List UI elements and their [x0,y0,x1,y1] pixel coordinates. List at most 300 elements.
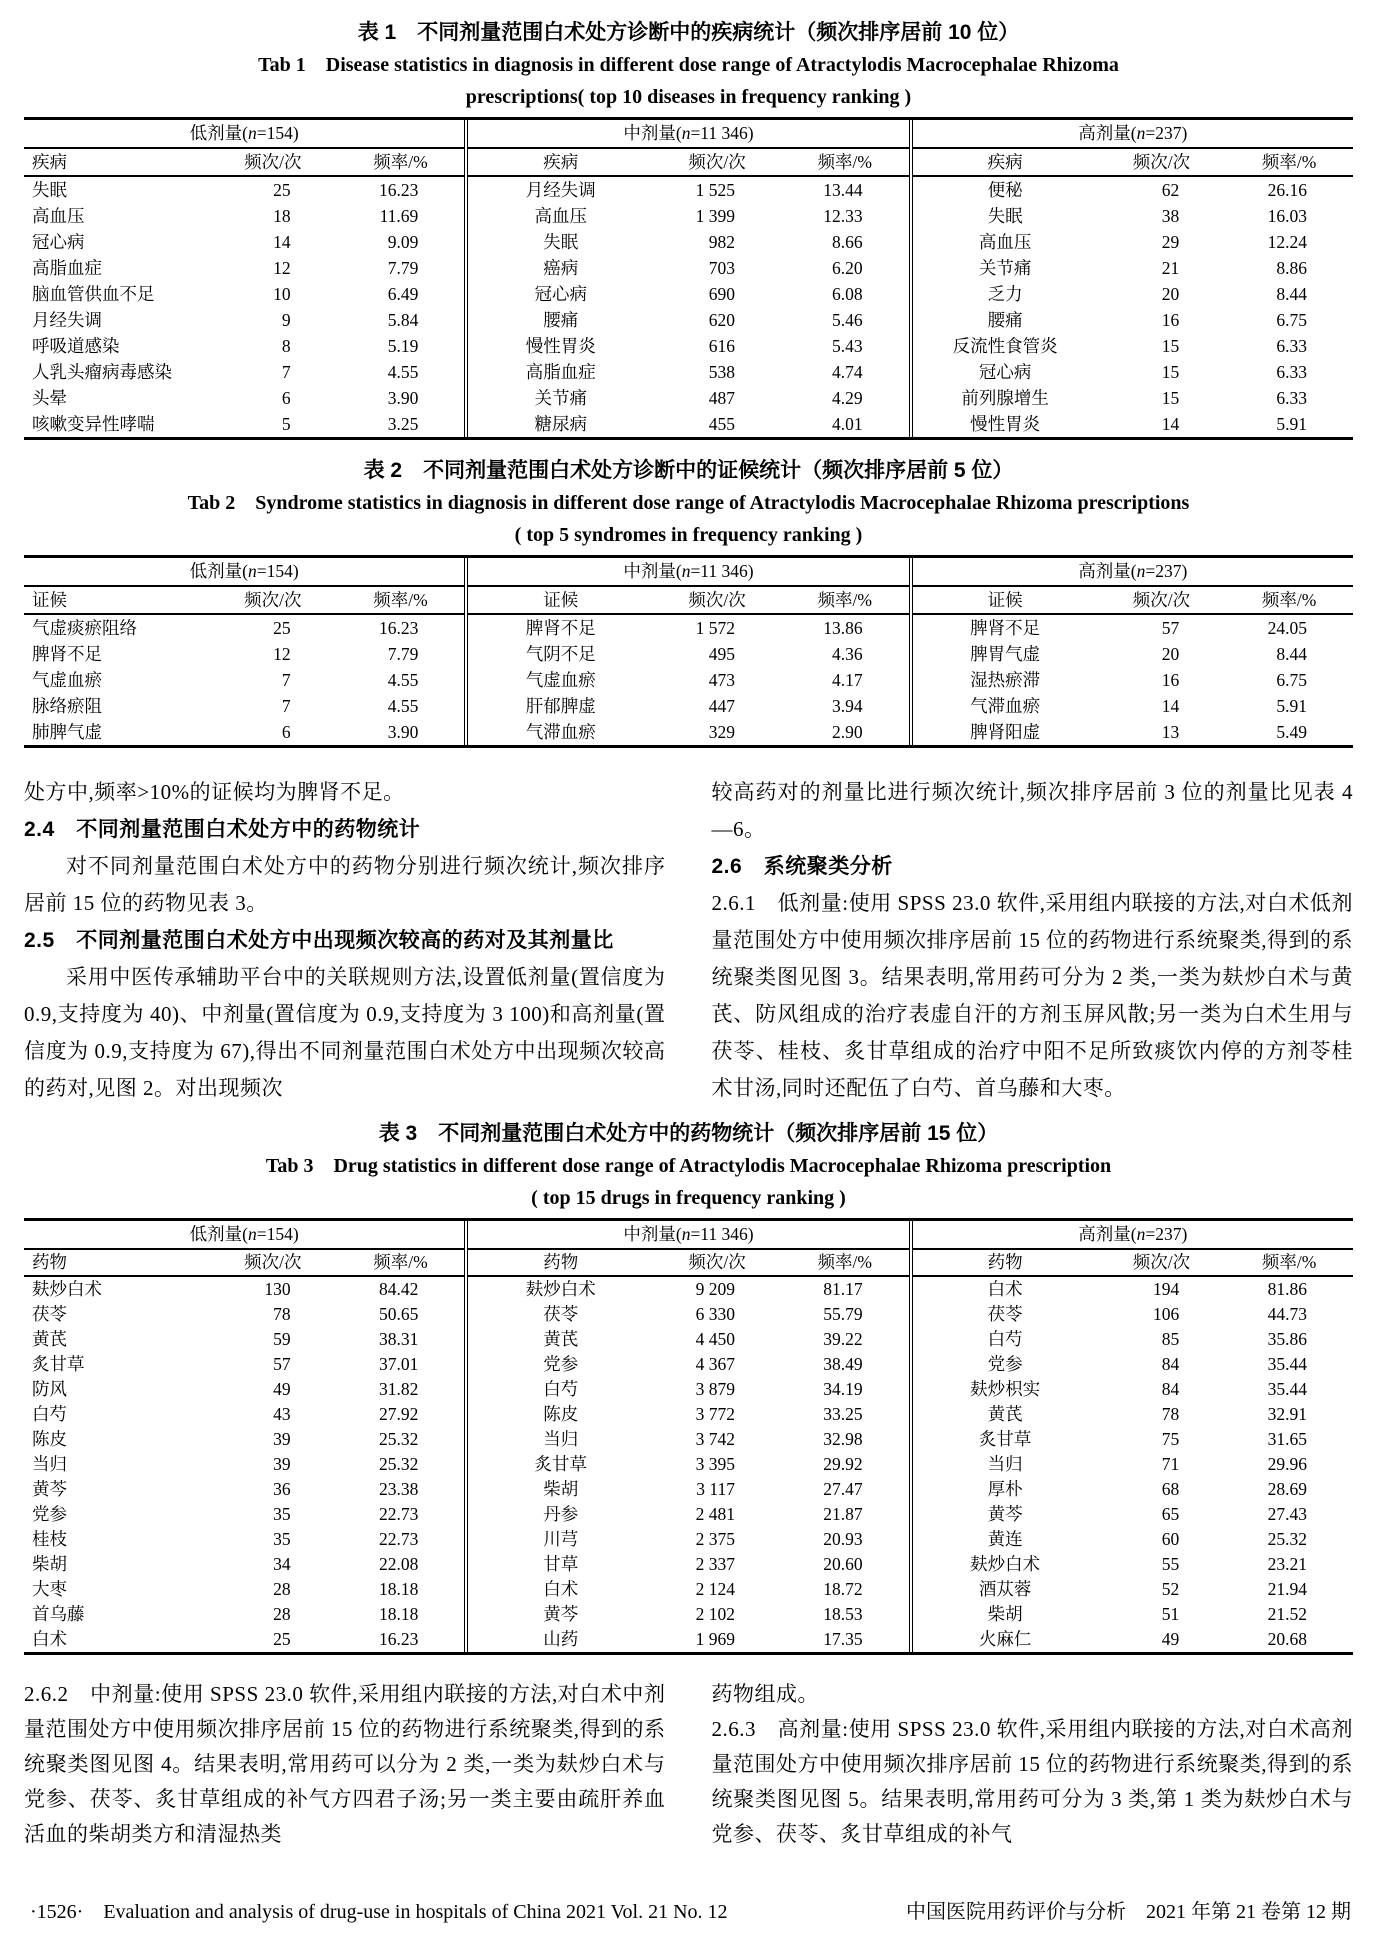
frequency-cell: 84 [1161,1379,1180,1399]
rate-cell: 7.79 [387,644,419,664]
table-row [468,281,908,307]
rate-cell: 4.55 [387,362,419,382]
dose-group-0 [24,1221,464,1652]
frequency-cell: 6 [281,388,291,408]
frequency-cell: 85 [1161,1329,1180,1349]
frequency-cell: 14 [1161,414,1180,434]
rate-cell: 18.72 [823,1579,863,1599]
item-name-cell: 头晕 [32,388,67,408]
item-name-cell: 乏力 [987,284,1023,304]
table1-caption-en-line2: prescriptions( top 10 diseases in frequency ranking ) [465,86,912,108]
table3-caption-en-line1: Tab 3 Drug statistics in different dose range of Atractylodis Macrocephalae Rhizoma prescription [265,1155,1112,1177]
rate-cell: 16.03 [1267,206,1307,226]
item-name-cell: 高脂血症 [32,258,102,278]
frequency-cell: 1 525 [695,180,735,200]
column-header: 频次/次 [244,590,302,610]
rate-cell: 6.20 [832,258,863,278]
frequency-cell: 55 [1161,1554,1180,1574]
item-name-cell: 白芍 [32,1404,67,1424]
rate-cell: 6.49 [387,284,419,304]
paragraph-cluster-high-dose: 2.6.3 高剂量:使用 SPSS 23.0 软件,采用组内联接的方法,对白术高剂量范围处方中使用频次排序居前 15 位的药物进行系统聚类,得到的系统聚类图见图 5。结果表明,常用药可分为 3 类,第 1 类为麸炒白术与党参、茯苓、炙甘草组成的补气 [711,1717,1353,1846]
dose-group-1 [464,558,908,745]
table-row [24,1427,464,1452]
table-row [24,307,464,333]
column-header-row [24,587,464,615]
table-row [24,203,464,229]
column-header: 频率/% [373,1252,428,1272]
table-row [24,255,464,281]
rate-cell: 55.79 [823,1304,863,1324]
rate-cell: 26.16 [1267,180,1307,200]
frequency-cell: 29 [1161,232,1180,252]
frequency-cell: 25 [273,618,291,638]
item-name-cell: 茯苓 [32,1304,67,1324]
table-row [468,307,908,333]
frequency-cell: 75 [1161,1429,1180,1449]
column-header: 频次/次 [1132,1252,1191,1272]
table-row [24,1527,464,1552]
table-row [913,1352,1353,1377]
dose-group-header: 低剂量(n=154) [24,120,464,149]
table-row [24,411,464,437]
frequency-cell: 21 [1161,258,1180,278]
item-name-cell: 月经失调 [32,310,102,330]
rate-cell: 22.08 [378,1554,419,1574]
table-row [913,641,1353,667]
rate-cell: 38.31 [378,1329,419,1349]
item-name-cell: 厚朴 [987,1479,1023,1499]
table-row [913,1602,1353,1627]
paragraph-cluster-mid-dose: 2.6.2 中剂量:使用 SPSS 23.0 软件,采用组内联接的方法,对白术中剂量范围处方中使用频次排序居前 15 位的药物进行系统聚类,得到的系统聚类图见图 4。结果表明,常用药可以分为 2 类,一类为麸炒白术与党参、茯苓、炙甘草组成的补气方四君子汤;另一类主要由疏肝养血活血的柴胡类方和清湿热类 [24,1682,666,1846]
frequency-cell: 13 [1161,722,1180,742]
item-name-cell: 脾胃气虚 [970,644,1041,664]
rate-cell: 28.69 [1267,1479,1307,1499]
dose-group-0 [24,120,464,437]
rate-cell: 8.44 [1276,644,1307,664]
frequency-cell: 7 [281,696,291,716]
rate-cell: 24.05 [1267,618,1307,638]
rate-cell: 5.43 [832,336,863,356]
frequency-cell: 78 [273,1304,291,1324]
frequency-cell: 51 [1161,1604,1180,1624]
table-row [913,1627,1353,1652]
dose-group-header: 中剂量(n=11 346) [468,558,908,587]
item-name-cell: 防风 [32,1379,67,1399]
rate-cell: 17.35 [823,1629,863,1649]
rate-cell: 4.74 [832,362,863,382]
rate-cell: 3.25 [387,414,419,434]
table-row [913,1452,1353,1477]
frequency-cell: 28 [273,1604,291,1624]
item-name-cell: 脾肾阳虚 [970,722,1041,742]
column-header: 频次/次 [688,590,746,610]
table-row [468,255,908,281]
rate-cell: 23.38 [378,1479,419,1499]
frequency-cell: 4 450 [695,1329,735,1349]
item-name-cell: 腰痛 [987,310,1023,330]
rate-cell: 25.32 [378,1429,419,1449]
rate-cell: 31.82 [378,1379,419,1399]
table-row [468,1452,908,1477]
frequency-cell: 15 [1161,336,1180,356]
table-row [468,1277,908,1302]
table-row [468,177,908,203]
table-row [468,385,908,411]
table-row [24,1402,464,1427]
rate-cell: 18.18 [378,1579,419,1599]
frequency-cell: 194 [1153,1279,1180,1299]
column-header-row [913,149,1353,177]
rate-cell: 50.65 [378,1304,419,1324]
frequency-cell: 62 [1161,180,1180,200]
table3-caption-zh: 表 3 不同剂量范围白术处方中的药物统计（频次排序居前 15 位） [378,1122,999,1145]
table2-caption-en-line1: Tab 2 Syndrome statistics in diagnosis in different dose range of Atractylodis Macrocephalae Rhizoma prescriptions [187,492,1190,514]
frequency-cell: 620 [708,310,735,330]
frequency-cell: 487 [708,388,735,408]
rate-cell: 44.73 [1267,1304,1307,1324]
item-name-cell: 甘草 [543,1554,579,1574]
rate-cell: 9.09 [387,232,419,252]
table-row [24,1502,464,1527]
table-row [913,203,1353,229]
rate-cell: 22.73 [378,1504,419,1524]
frequency-cell: 35 [273,1529,291,1549]
rate-cell: 27.47 [823,1479,863,1499]
item-name-cell: 月经失调 [525,180,596,200]
rate-cell: 6.08 [832,284,863,304]
item-name-cell: 炙甘草 [534,1454,588,1474]
frequency-cell: 36 [273,1479,291,1499]
dose-group-0 [24,558,464,745]
frequency-cell: 4 367 [695,1354,735,1374]
table-row [468,1402,908,1427]
table-row [913,1327,1353,1352]
table-row [24,177,464,203]
frequency-cell: 12 [273,258,291,278]
frequency-cell: 15 [1161,388,1180,408]
paragraph-dose-ratio: 较高药对的剂量比进行频次统计,频次排序居前 3 位的剂量比见表 4—6。 [711,780,1353,841]
column-header: 药物 [543,1252,579,1272]
table-drug-statistics [24,1218,1353,1655]
table-row [24,615,464,641]
item-name-cell: 失眠 [32,180,67,200]
table-row [913,1302,1353,1327]
dose-group-1 [464,1221,908,1652]
table-row [913,1427,1353,1452]
frequency-cell: 130 [264,1279,291,1299]
frequency-cell: 7 [281,670,291,690]
dose-group-2 [909,1221,1353,1652]
item-name-cell: 高血压 [534,206,588,226]
table-row [24,229,464,255]
item-name-cell: 癌病 [543,258,579,278]
rate-cell: 81.86 [1267,1279,1307,1299]
frequency-cell: 49 [273,1379,291,1399]
rate-cell: 11.69 [379,206,419,226]
table-row [913,411,1353,437]
column-header: 频次/次 [244,152,302,172]
column-header-row [24,149,464,177]
frequency-cell: 10 [273,284,291,304]
rate-cell: 5.49 [1276,722,1307,742]
frequency-cell: 1 969 [695,1629,735,1649]
item-name-cell: 桂枝 [32,1529,67,1549]
frequency-cell: 1 572 [695,618,735,638]
table-row [24,667,464,693]
item-name-cell: 人乳头瘤病毒感染 [32,362,172,382]
table-row [913,1402,1353,1427]
item-name-cell: 黄芩 [987,1504,1023,1524]
table-row [468,1477,908,1502]
footer-chinese-journal-info: 中国医院用药评价与分析 2021 年第 21 卷第 12 期 [906,1901,1351,1923]
item-name-cell: 酒苁蓉 [978,1579,1032,1599]
frequency-cell: 455 [708,414,735,434]
item-name-cell: 黄芩 [32,1479,67,1499]
item-name-cell: 脾肾不足 [970,618,1041,638]
rate-cell: 21.52 [1267,1604,1307,1624]
frequency-cell: 52 [1161,1579,1180,1599]
column-header-row [468,1250,908,1277]
dose-group-header: 低剂量(n=154) [24,1221,464,1250]
frequency-cell: 14 [1161,696,1180,716]
dose-group-header: 中剂量(n=11 346) [468,120,908,149]
rate-cell: 16.23 [378,618,419,638]
frequency-cell: 9 [281,310,291,330]
rate-cell: 4.36 [832,644,863,664]
paragraph-cluster-low-dose: 2.6.1 低剂量:使用 SPSS 23.0 软件,采用组内联接的方法,对白术低剂量范围处方中使用频次排序居前 15 位的药物进行系统聚类,得到的系统聚类图见图 3。结果表明,常用药可分为 2 类,一类为麸炒白术与黄芪、防风组成的治疗表虚自汗的方剂玉屏风散;另一类为白术生用与茯苓、桂枝、炙甘草组成的治疗中阳不足所致痰饮内停的方剂苓桂术甘汤,同时还配伍了白芍、首乌藤和大枣。 [711,891,1353,1100]
column-header: 频率/% [817,590,873,610]
frequency-cell: 78 [1161,1404,1180,1424]
dose-group-header: 高剂量(n=237) [913,120,1353,149]
rate-cell: 16.23 [378,180,419,200]
frequency-cell: 25 [273,1629,291,1649]
table-row [24,1577,464,1602]
column-header: 疾病 [987,152,1023,172]
table-row [24,1477,464,1502]
frequency-cell: 60 [1161,1529,1180,1549]
item-name-cell: 慢性胃炎 [525,336,596,356]
column-header: 频次/次 [1132,590,1191,610]
table-row [913,333,1353,359]
column-header: 频次/次 [244,1252,302,1272]
rate-cell: 18.53 [823,1604,863,1624]
rate-cell: 13.86 [823,618,863,638]
table-row [913,615,1353,641]
item-name-cell: 党参 [543,1354,579,1374]
item-name-cell: 白术 [32,1629,67,1649]
item-name-cell: 冠心病 [978,362,1032,382]
rate-cell: 4.55 [387,670,419,690]
table-row [913,1277,1353,1302]
item-name-cell: 气虚血瘀 [32,670,102,690]
column-header: 频率/% [373,152,428,172]
rate-cell: 32.98 [823,1429,863,1449]
rate-cell: 20.68 [1267,1629,1307,1649]
item-name-cell: 火麻仁 [978,1629,1032,1649]
table-row [468,667,908,693]
item-name-cell: 气阴不足 [525,644,596,664]
item-name-cell: 白芍 [543,1379,579,1399]
item-name-cell: 麸炒枳实 [970,1379,1041,1399]
rate-cell: 21.87 [823,1504,863,1524]
item-name-cell: 麸炒白术 [525,1279,596,1299]
table-row [913,693,1353,719]
table-row [24,1552,464,1577]
column-header: 证候 [987,590,1023,610]
table3-caption-en-line2: ( top 15 drugs in frequency ranking ) [531,1187,846,1209]
column-header-row [913,587,1353,615]
frequency-cell: 1 399 [695,206,735,226]
column-header: 疾病 [32,152,67,172]
rate-cell: 4.01 [832,414,863,434]
rate-cell: 8.86 [1276,258,1307,278]
table-row [913,1377,1353,1402]
column-header: 频率/% [817,1252,873,1272]
dose-group-2 [909,558,1353,745]
table-row [468,1502,908,1527]
table2-caption-zh: 表 2 不同剂量范围白术处方诊断中的证候统计（频次排序居前 5 位） [363,459,1014,482]
frequency-cell: 447 [708,696,735,716]
rate-cell: 18.18 [378,1604,419,1624]
rate-cell: 4.55 [387,696,419,716]
rate-cell: 4.29 [832,388,863,408]
item-name-cell: 糖尿病 [534,414,588,434]
frequency-cell: 20 [1161,284,1180,304]
rate-cell: 32.91 [1267,1404,1307,1424]
table2-caption-en-line2: ( top 5 syndromes in frequency ranking ) [514,524,863,546]
rate-cell: 25.32 [1267,1529,1307,1549]
frequency-cell: 43 [273,1404,291,1424]
item-name-cell: 失眠 [987,206,1023,226]
item-name-cell: 白术 [987,1279,1023,1299]
table-row [24,1602,464,1627]
rate-cell: 12.24 [1267,232,1307,252]
rate-cell: 6.33 [1276,388,1307,408]
dose-group-header: 高剂量(n=237) [913,1221,1353,1250]
item-name-cell: 冠心病 [534,284,588,304]
frequency-cell: 59 [273,1329,291,1349]
table1-caption-zh: 表 1 不同剂量范围白术处方诊断中的疾病统计（频次排序居前 10 位） [357,21,1020,44]
table-row [24,1452,464,1477]
column-header: 证候 [32,590,67,610]
frequency-cell: 84 [1161,1354,1180,1374]
dose-group-header: 低剂量(n=154) [24,558,464,587]
table-row [468,1377,908,1402]
frequency-cell: 16 [1161,670,1180,690]
frequency-cell: 20 [1161,644,1180,664]
column-header: 疾病 [543,152,579,172]
frequency-cell: 49 [1161,1629,1180,1649]
item-name-cell: 当归 [987,1454,1023,1474]
paragraph-continuation-drugs: 药物组成。 [711,1682,819,1706]
body-right-column-lower [712,1677,1354,1852]
rate-cell: 35.44 [1267,1379,1307,1399]
table-row [24,641,464,667]
table2-caption [24,454,1353,551]
item-name-cell: 脾肾不足 [525,618,596,638]
table-row [913,1527,1353,1552]
frequency-cell: 39 [273,1454,291,1474]
frequency-cell: 703 [708,258,735,278]
body-left-column [24,774,666,1107]
table-row [468,641,908,667]
frequency-cell: 65 [1161,1504,1180,1524]
item-name-cell: 当归 [32,1454,67,1474]
frequency-cell: 25 [273,180,291,200]
rate-cell: 2.90 [832,722,863,742]
table-row [24,693,464,719]
frequency-cell: 15 [1161,362,1180,382]
frequency-cell: 12 [273,644,291,664]
item-name-cell: 党参 [32,1504,67,1524]
table-row [468,693,908,719]
column-header: 频次/次 [1132,152,1191,172]
rate-cell: 16.23 [378,1629,419,1649]
frequency-cell: 39 [273,1429,291,1449]
item-name-cell: 肝郁脾虚 [525,696,596,716]
body-text-upper [24,774,1353,1107]
table-row [24,1277,464,1302]
column-header-row [468,149,908,177]
column-header-row [468,587,908,615]
section-heading-2-4: 2.4 不同剂量范围白术处方中的药物统计 [24,818,421,841]
table-row [468,1577,908,1602]
frequency-cell: 690 [708,284,735,304]
item-name-cell: 高脂血症 [525,362,596,382]
rate-cell: 6.33 [1276,362,1307,382]
table-row [913,359,1353,385]
item-name-cell: 气滞血瘀 [970,696,1041,716]
table-row [913,1552,1353,1577]
table-row [24,281,464,307]
item-name-cell: 黄芪 [987,1404,1023,1424]
rate-cell: 13.44 [823,180,863,200]
item-name-cell: 柴胡 [987,1604,1023,1624]
table-row [913,1577,1353,1602]
frequency-cell: 57 [273,1354,291,1374]
item-name-cell: 湿热瘀滞 [970,670,1041,690]
item-name-cell: 黄芪 [543,1329,579,1349]
frequency-cell: 3 772 [695,1404,735,1424]
frequency-cell: 495 [708,644,735,664]
item-name-cell: 冠心病 [32,232,85,252]
frequency-cell: 616 [708,336,735,356]
page-footer [30,1895,1351,1924]
frequency-cell: 2 102 [695,1604,735,1624]
item-name-cell: 肺脾气虚 [32,722,102,742]
rate-cell: 29.92 [823,1454,863,1474]
table1-caption-en-line1: Tab 1 Disease statistics in diagnosis in different dose range of Atractylodis Macrocephalae Rhizoma [258,54,1119,76]
item-name-cell: 茯苓 [543,1304,579,1324]
column-header: 频次/次 [688,152,746,172]
paragraph-continuation: 处方中,频率>10%的证候均为脾肾不足。 [24,780,405,804]
table-row [913,281,1353,307]
item-name-cell: 白术 [543,1579,579,1599]
item-name-cell: 麸炒白术 [32,1279,102,1299]
table-row [468,1427,908,1452]
rate-cell: 6.75 [1276,670,1307,690]
item-name-cell: 高血压 [32,206,85,226]
item-name-cell: 高血压 [978,232,1032,252]
table-row [468,719,908,745]
frequency-cell: 18 [273,206,291,226]
table-row [468,359,908,385]
frequency-cell: 38 [1161,206,1180,226]
table-row [24,1627,464,1652]
item-name-cell: 便秘 [987,180,1023,200]
item-name-cell: 失眠 [543,232,579,252]
rate-cell: 5.84 [387,310,419,330]
